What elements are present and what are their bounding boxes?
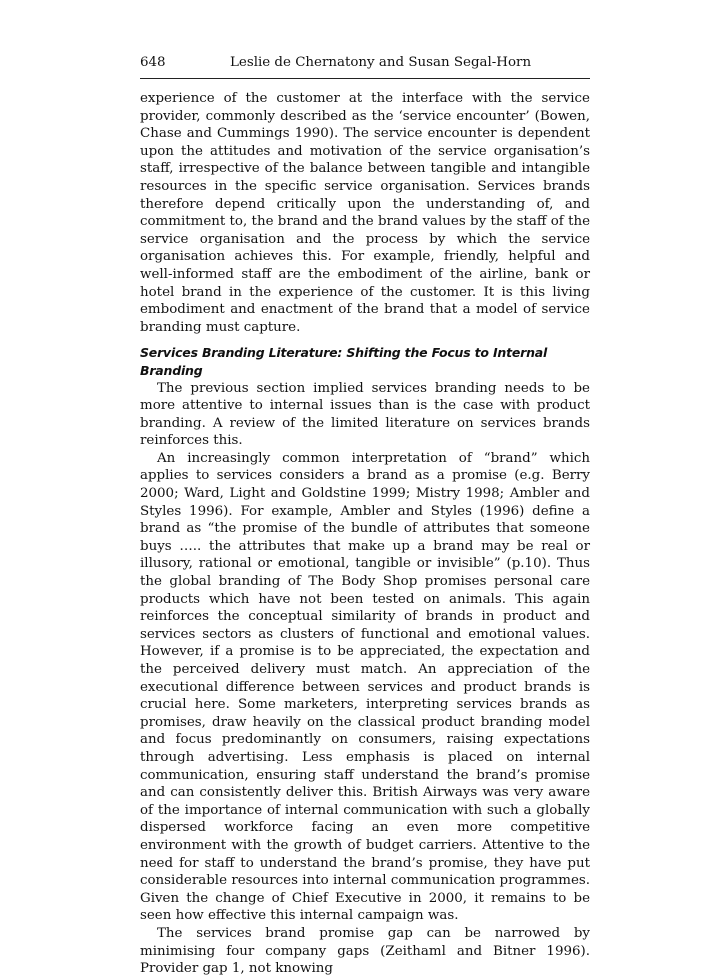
- document-page: [140, 54, 590, 978]
- paragraph-brand-as-promise: An increasingly common interpretation of “brand” which applies to services considers a brand as a promise (e.g. Berry 2000; Ward, Light and Goldstine 1999; Mistry 1998; Ambler and Styles 1996). For example, Ambler and Styles (1996) define a brand as “the promise of the bundle of attributes that someone buys ….. the attributes that make up a brand may be real or illusory, rational or emotional, tangible or invisible” (p.10). Thus the global branding of The Body Shop promises personal care products which have not been tested on animals. This again reinforces the conceptual similarity of brands in product and services sectors as clusters of functional and emotional values. However, if a promise is to be appreciated, the expectation and the perceived delivery must match. An appreciation of the executional difference between services and product brands is crucial here. Some marketers, interpreting services brands as promises, draw heavily on the classical product branding model and focus predominantly on consumers, raising expectations through advertising. Less emphasis is placed on internal communication, ensuring staff understand the brand’s promise and can consistently deliver this. British Airways was very aware of the importance of internal communication with such a globally dispersed workforce facing an even more competitive environment with the growth of budget carriers. Attentive to the need for staff to understand the brand’s promise, they have put considerable resources into internal communication programmes. Given the change of Chief Executive in 2000, it remains to be seen how effective this internal campaign was.: [140, 450, 590, 924]
- running-header: [140, 54, 590, 79]
- paragraph-service-encounter: experience of the customer at the interface with the service provider, commonly described as the ‘service encounter’ (Bowen, Chase and Cummings 1990). The service encounter is dependent upon the attitudes and motivation of the service organisation’s staff, irrespective of the balance between tangible and intangible resources in the specific service organisation. Services brands therefore depend critically upon the understanding of, and commitment to, the brand and the brand values by the staff of the service organisation and the process by which the service organisation achieves this. For example, friendly, helpful and well-informed staff are the embodiment of the airline, bank or hotel brand in the experience of the customer. It is this living embodiment and enactment of the brand that a model of service branding must capture.: [140, 91, 590, 335]
- paragraph-internal-issues: The previous section implied services branding needs to be more attentive to internal issues than is the case with product branding. A review of the limited literature on services brands reinforces this.: [140, 380, 590, 449]
- body-text: [140, 90, 590, 978]
- running-header-authors: Leslie de Chernatony and Susan Segal-Horn: [230, 55, 532, 70]
- section-heading: Services Branding Literature: Shifting the Focus to Internal Branding: [140, 345, 548, 378]
- paragraph-promise-gap: The services brand promise gap can be narrowed by minimising four company gaps (Zeithaml and Bitner 1996). Provider gap 1, not knowing: [140, 925, 590, 977]
- page-number: 648: [140, 55, 166, 70]
